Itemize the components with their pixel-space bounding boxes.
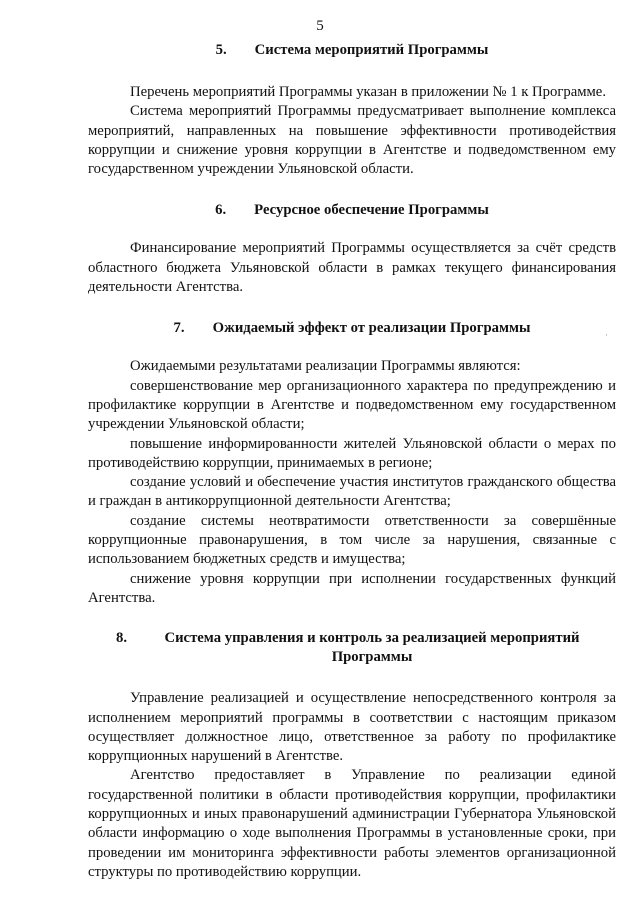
section-number: 8. <box>116 630 128 647</box>
paragraph: Агентство предоставляет в Управление по реализации единой государственной политики в области противодействия коррупции, профилактики коррупционных и иных правонарушений администрации Губернатора Ульяновской области информацию о ходе выполнения Программы в установленные сроки, при проведении им мониторинга эффективности работы элементов организационной структуры по противодействию коррупции. <box>88 767 616 880</box>
paragraph: Управление реализацией и осуществление непосредственного контроля за исполнением мероприятий программы в соответствии с настоящим приказом осуществляет должностное лицо, ответственное за работу по профилактике коррупционных нарушений в Агентстве. <box>88 690 616 765</box>
section-number: 6. <box>215 202 227 219</box>
page-content <box>88 42 616 882</box>
section-title: Ожидаемый эффект от реализации Программы <box>212 320 531 337</box>
section-title-line-2: Программы <box>331 649 413 666</box>
paragraph: создание системы неотвратимости ответственности за совершённые коррупционные правонарушения, в том числе за нарушения, связанные с использованием бюджетных средств и имущества; <box>88 512 616 568</box>
section-6-heading <box>88 202 616 219</box>
section-7-heading <box>88 320 616 337</box>
paragraph: Ожидаемыми результатами реализации Программы являются: <box>130 358 521 375</box>
section-title-line-1: Система управления и контроль за реализацией мероприятий <box>164 630 580 647</box>
paragraph: Система мероприятий Программы предусматривает выполнение комплекса мероприятий, направленных на повышение эффективности противодействия коррупции и снижение уровня коррупции в Агентстве и подведомственном ему государственном учреждении Ульяновской области. <box>88 103 616 178</box>
section-8-heading <box>88 629 616 667</box>
section-title: Ресурсное обеспечение Программы <box>254 202 489 219</box>
page-number: 5 <box>316 18 324 34</box>
paragraph: создание условий и обеспечение участия институтов гражданского общества и граждан в антикоррупционной деятельности Агентства; <box>88 474 616 510</box>
paragraph: Перечень мероприятий Программы указан в приложении № 1 к Программе. <box>130 84 607 100</box>
section-5-heading <box>88 42 616 59</box>
section-number: 7. <box>173 320 185 337</box>
section-number: 5. <box>215 42 227 58</box>
paragraph: повышение информированности жителей Ульяновской области о мерах по противодействию коррупции, принимаемых в регионе; <box>88 435 616 471</box>
scan-mark: · <box>605 330 608 340</box>
paragraph: Финансирование мероприятий Программы осуществляется за счёт средств областного бюджета Ульяновской области в рамках текущего финансирования деятельности Агентства. <box>88 240 616 296</box>
section-title: Система мероприятий Программы <box>254 42 489 58</box>
paragraph: снижение уровня коррупции при исполнении государственных функций Агентства. <box>88 570 616 606</box>
paragraph: совершенствование мер организационного характера по предупреждению и профилактике коррупции в Агентстве и подведомственном ему государственном учреждении Ульяновской области; <box>88 377 616 433</box>
